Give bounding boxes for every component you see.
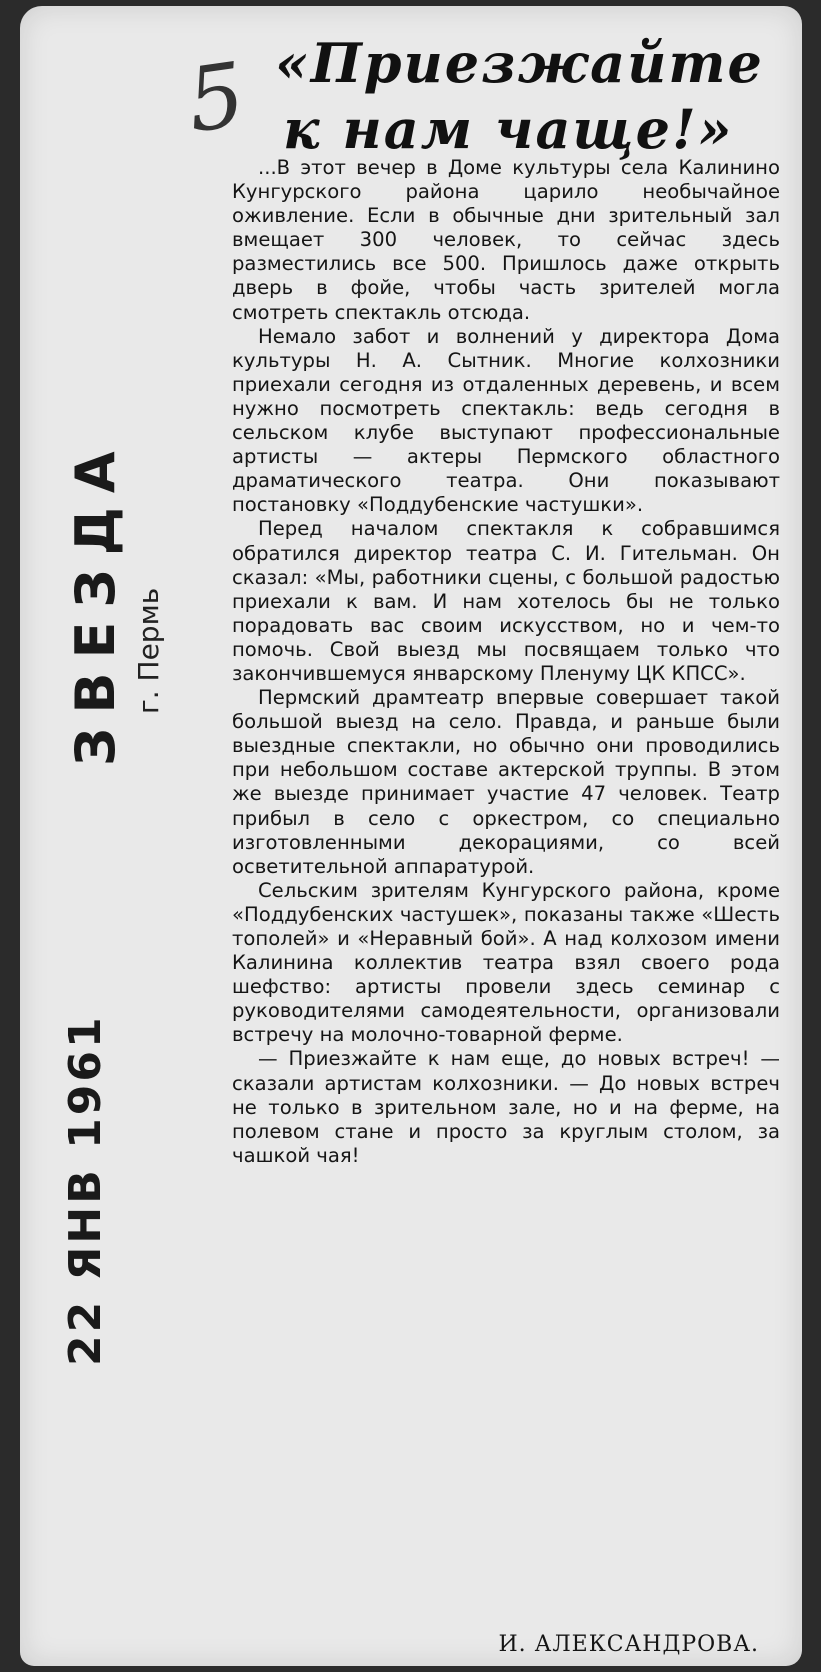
newspaper-city: г. Пермь	[132, 587, 165, 714]
newspaper-name: ЗВЕЗДА	[64, 437, 127, 766]
headline-line-2: к нам чаще!»	[283, 97, 734, 161]
headline-line-1: «Приезжайте	[275, 31, 764, 95]
date-stamp	[60, 1014, 111, 1366]
article-paragraph: — Приезжайте к нам еще, до новых встреч! — сказали артистам колхозники. — До новых встреч не только в зрительном зале, но и на ферме, на полевом стане и просто за круглым столом, за чашкой чая!	[232, 1047, 780, 1167]
newspaper-clipping	[20, 6, 802, 1666]
article-paragraph: ...В этот вечер в Доме культуры села Калинино Кунгурского района царило необычайное оживление. Если в обычные дни зрительный зал вмещает 300 человек, то сейчас здесь разместились все 500. Пришлось даже открыть дверь в фойе, чтобы часть зрителей могла смотреть спектакль отсюда.	[232, 156, 780, 324]
article-paragraph: Сельским зрителям Кунгурского района, кроме «Поддубенских частушек», показаны также «Шесть тополей» и «Неравный бой». А над колхозом имени Калинина коллектив театра взял своего рода шефство: артисты провели здесь семинар с руководителями самодеятельности, организовали встречу на молочно-товарной ферме.	[232, 878, 780, 1047]
headline	[275, 30, 775, 162]
author-signature: И. АЛЕКСАНДРОВА.	[498, 1632, 759, 1657]
article-paragraph: Пермский драмтеатр впервые совершает такой большой выезд на село. Правда, и раньше были выездные спектакли, но обычно они проводились при небольшом составе актерской труппы. В этом же выезде принимает участие 47 человек. Театр прибыл в село с оркестром, со специально изготовленными декорациями, со всей осветительной аппаратурой.	[232, 686, 780, 878]
date-stamp-text: 22 ЯНВ 1961	[60, 1014, 111, 1366]
article-body	[232, 156, 780, 1168]
page-number: 5	[181, 42, 251, 153]
article-paragraph: Немало забот и волнений у директора Дома культуры Н. А. Сытник. Многие колхозники приехали сегодня из отдаленных деревень, и всем нужно посмотреть спектакль: ведь сегодня в сельском клубе выступают профессиональные артисты — актеры Пермского областного драматического театра. Они показывают постановку «Поддубенские частушки».	[232, 324, 780, 517]
article-paragraph: Перед началом спектакля к собравшимся обратился директор театра С. И. Гительман. Он сказал: «Мы, работники сцены, с большой радостью приехали к вам. И нам хотелось бы не только порадовать вас своим искусством, но и чем-то помочь. Свой выезд мы посвящаем только что закончившемуся январскому Пленуму ЦК КПСС».	[232, 517, 780, 685]
